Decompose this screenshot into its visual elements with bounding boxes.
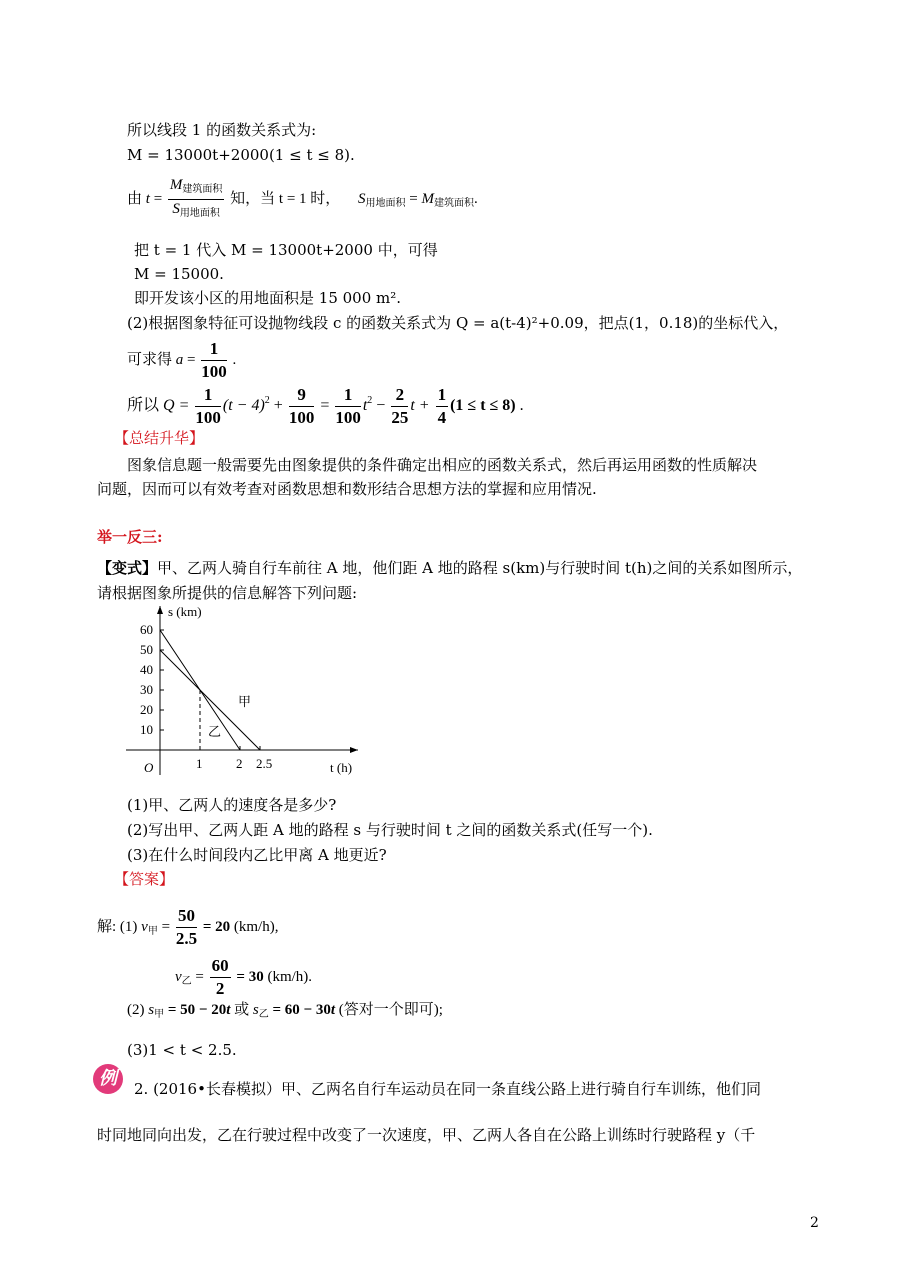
fraction: $\frac{1}{100}$	[201, 339, 227, 381]
section-heading: 【总结升华】	[114, 429, 205, 447]
y-tick-label: 30	[140, 682, 153, 697]
series-label-yi: 乙	[208, 724, 222, 739]
formula-line: 解: (1) $v_甲$ = $\frac{50}{2.5}$ = 20 (km/h),	[97, 906, 279, 948]
text-line: M = 15000.	[134, 265, 224, 283]
formula-line: (2) $s_甲 = 50 - 20t$ 或 $s_乙 = 60 - 30t$ (答对一个即可);	[127, 1002, 443, 1020]
text-line: (3)1 < t < 2.5.	[127, 1041, 237, 1059]
y-tick-label: 20	[140, 702, 153, 717]
formula-line: 由 t = $\frac{M_{建筑面积}}{S_{用地面积}}$ 知，当 t = 1 时， $S_{用地面积} = M_{建筑面积}$.	[127, 176, 478, 223]
text-line: 【变式】甲、乙两人骑自行车前往 A 地，他们距 A 地的路程 s(km)与行驶时间 t(h)之间的关系如图所示，	[97, 559, 803, 577]
x-tick-label: 1	[196, 756, 203, 771]
formula-line: 可求得 a = $\frac{1}{100}$ .	[127, 339, 237, 381]
formula-line: 所以 Q = $\frac{1}{100}$ $(t - 4)^2$ + $\frac{9}{100}$ = $\frac{1}{100}$ $t^2$ − $\frac{2}{25}$ t + $\frac{1}{4}$ (1 ≤ t ≤ 8) .	[127, 385, 524, 427]
text-line: 图象信息题一般需要先由图象提供的条件确定出相应的函数关系式，然后再运用函数的性质解决	[127, 456, 758, 474]
y-tick-label: 10	[140, 722, 153, 737]
x-tick-label: 2	[236, 756, 243, 771]
text-line: 时同地同向出发，乙在行驶过程中改变了一次速度，甲、乙两人各自在公路上训练时行驶路程 y（千	[97, 1126, 756, 1144]
x-tick-label: 2.5	[256, 756, 273, 771]
text-line: 请根据图象所提供的信息解答下列问题:	[97, 584, 358, 602]
origin-label: O	[144, 760, 154, 775]
section-heading: 举一反三:	[97, 528, 163, 546]
example-icon: 例	[93, 1064, 123, 1094]
text-line: (2)根据图象特征可设抛物线段 c 的函数关系式为 Q = a(t-4)²+0.09，把点(1，0.18)的坐标代入，	[127, 314, 789, 332]
text-line: 2. (2016•长春模拟）甲、乙两名自行车运动员在同一条直线公路上进行骑自行车训练，他们同	[134, 1080, 761, 1098]
y-tick-label: 60	[140, 622, 153, 637]
x-axis-arrow	[350, 747, 358, 753]
y-axis-arrow	[157, 606, 163, 614]
text-line: 把 t = 1 代入 M = 13000t+2000 中，可得	[134, 241, 438, 259]
formula-line: $v_乙$ = $\frac{60}{2}$ = 30 (km/h).	[175, 956, 313, 998]
question-line: (2)写出甲、乙两人距 A 地的路程 s 与行驶时间 t 之间的函数关系式(任写一个).	[127, 821, 653, 839]
y-tick-label: 50	[140, 642, 153, 657]
page-number: 2	[810, 1215, 819, 1231]
x-axis-label: t (h)	[330, 760, 353, 775]
text-line: 所以线段 1 的函数关系式为:	[127, 121, 317, 139]
section-heading: 【答案】	[114, 870, 175, 888]
fraction: $\frac{M_{建筑面积}}{S_{用地面积}}$	[169, 177, 223, 219]
text-line: 问题，因而可以有效考查对函数思想和数形结合思想方法的掌握和应用情况.	[97, 480, 597, 498]
distance-time-chart	[120, 600, 370, 780]
y-tick-label: 40	[140, 662, 153, 677]
question-line: (1)甲、乙两人的速度各是多少?	[127, 796, 337, 814]
question-line: (3)在什么时间段内乙比甲离 A 地更近?	[127, 846, 387, 864]
text-line: 即开发该小区的用地面积是 15 000 m².	[134, 289, 402, 307]
y-axis-label: s (km)	[168, 604, 202, 619]
series-label-jia: 甲	[238, 694, 252, 709]
text-line: M = 13000t+2000(1 ≤ t ≤ 8).	[127, 146, 355, 164]
